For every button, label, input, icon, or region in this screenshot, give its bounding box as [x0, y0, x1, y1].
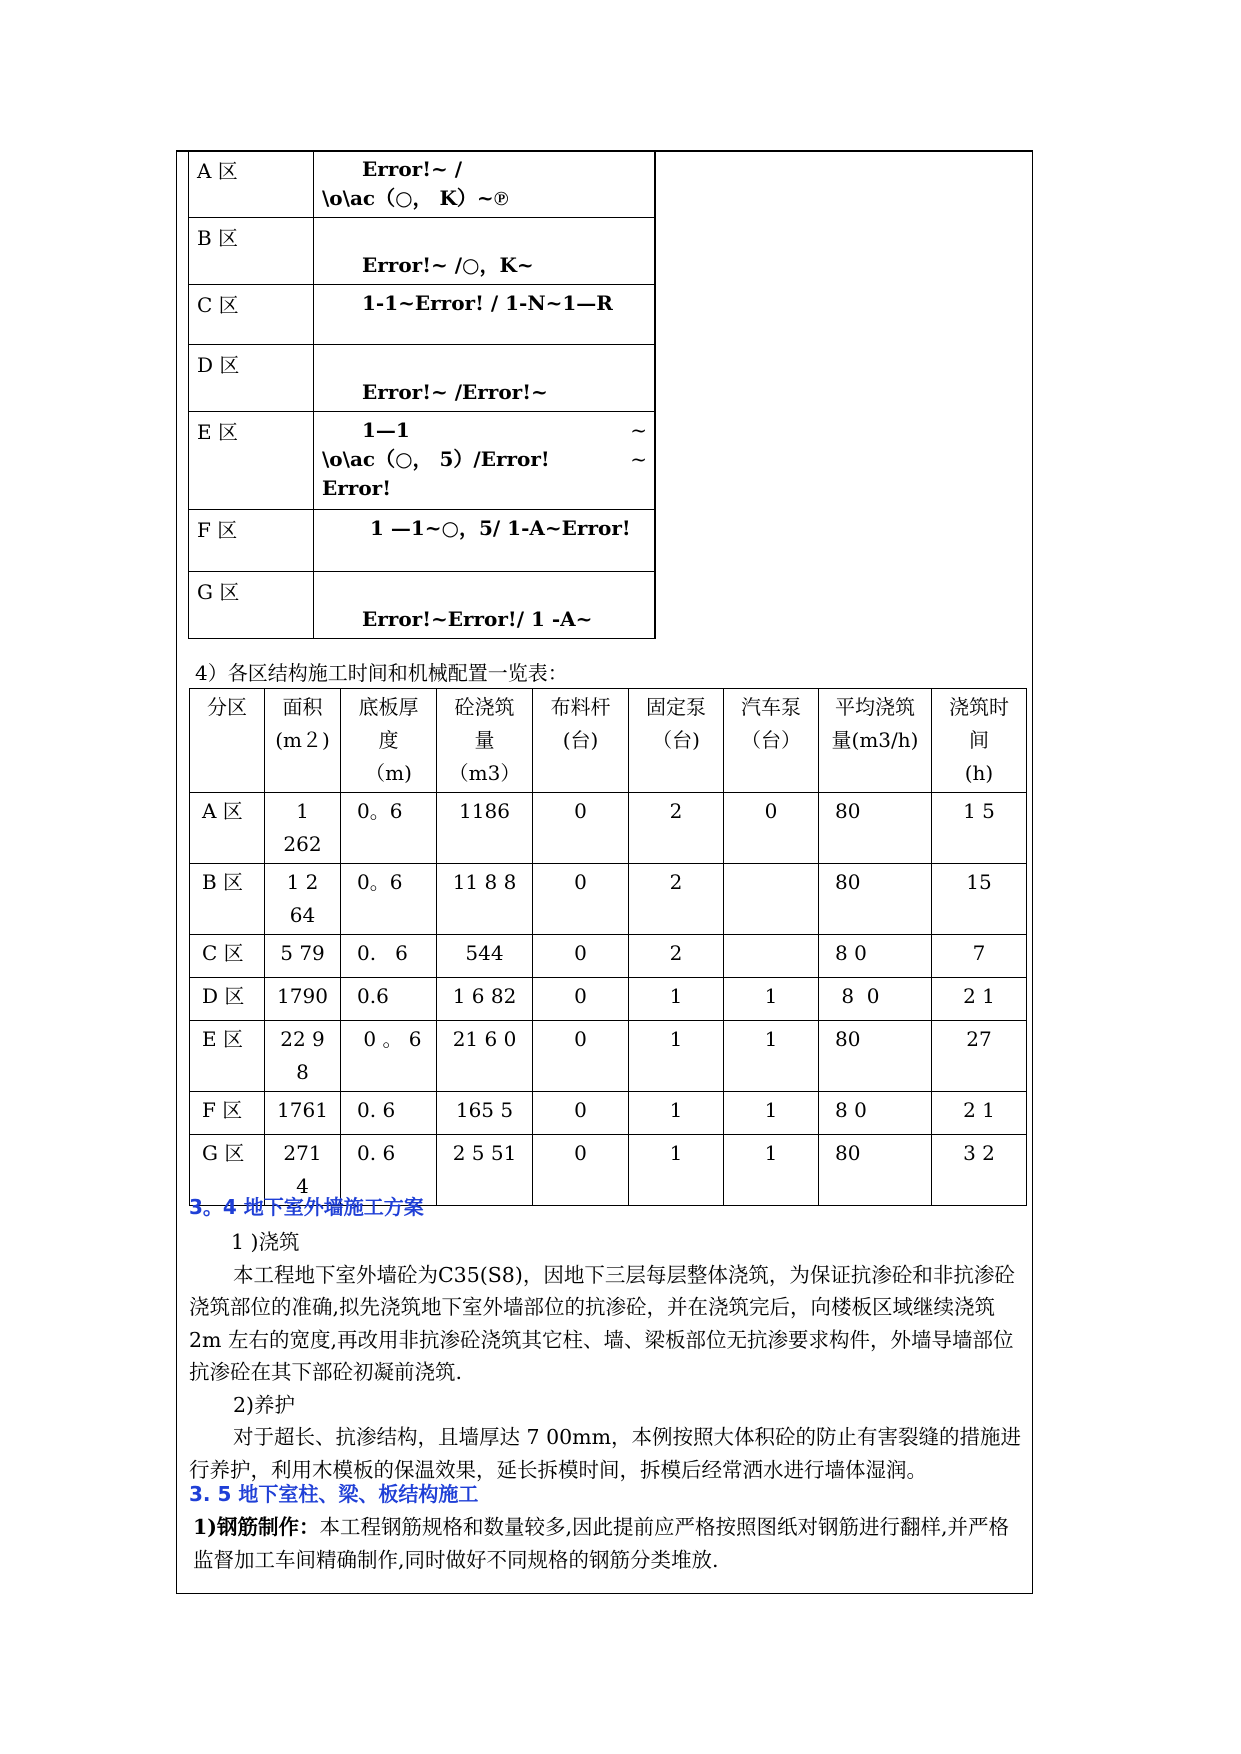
- zone-expression-line: Error!~ /○，K~: [362, 253, 534, 277]
- table-cell: 22 9 8: [265, 1021, 341, 1092]
- table-cell: 271 4: [265, 1135, 341, 1206]
- table-cell: 1 2 64: [265, 864, 341, 935]
- section-3-5-body: [189, 1511, 1024, 1576]
- table-cell: 0. 6: [341, 1135, 437, 1206]
- paragraph-rebar: 本工程钢筋规格和数量较多,因此提前应严格按照图纸对钢筋进行翻样,并严格监督加工车间精确制作,同时做好不同规格的钢筋分类堆放.: [193, 1515, 1009, 1572]
- table-cell: F 区: [190, 1092, 265, 1135]
- table-cell: 21 6 0: [437, 1021, 533, 1092]
- column-header: 固定泵 （台): [629, 689, 724, 793]
- table-cell: 1: [629, 1092, 724, 1135]
- table-caption: 4）各区结构施工时间和机械配置一览表：: [195, 661, 568, 685]
- table-cell: 1 5: [932, 793, 1027, 864]
- table-cell: 0: [533, 864, 629, 935]
- zone-row: [189, 412, 656, 510]
- header-row: [190, 689, 1027, 793]
- table-cell: 2: [629, 793, 724, 864]
- sub-heading-curing: 2)养护: [233, 1392, 296, 1417]
- section-3-4-body: [189, 1226, 1024, 1486]
- column-header: 布料杆 (台): [533, 689, 629, 793]
- table-cell: 8 0: [819, 978, 932, 1021]
- table-cell: [724, 935, 819, 978]
- table-cell: 1790: [265, 978, 341, 1021]
- column-header: 面积 (m２): [265, 689, 341, 793]
- table-cell: 80: [819, 864, 932, 935]
- zone-expression: [314, 151, 656, 218]
- zones-table: [188, 150, 656, 639]
- table-cell: 1: [629, 1021, 724, 1092]
- table-cell: [724, 864, 819, 935]
- zone-expression-line: \o\ac（○， K）~℗: [322, 186, 509, 210]
- zone-expression-line: 1-1~Error! / 1-N~1—R: [362, 291, 613, 315]
- table-cell: 3 2: [932, 1135, 1027, 1206]
- section-3-4-title: 3。4 地下室外墙施工方案: [189, 1195, 424, 1219]
- table-cell: 2 1: [932, 978, 1027, 1021]
- table-cell: 1 6 82: [437, 978, 533, 1021]
- zone-name: A 区: [189, 151, 314, 218]
- table-cell: 0: [724, 793, 819, 864]
- table-cell: 0: [533, 935, 629, 978]
- zone-expression-tilde: ~: [630, 418, 647, 442]
- paragraph-curing: 对于超长、抗渗结构，且墙厚达 7 00mm，本例按照大体积砼的防止有害裂缝的措施进行养护，利用木模板的保温效果，延长拆模时间，拆模后经常洒水进行墙体湿润。: [189, 1425, 1022, 1482]
- table-cell: G 区: [190, 1135, 265, 1206]
- zone-row: [189, 285, 656, 345]
- table-cell: 2 1: [932, 1092, 1027, 1135]
- zone-name: D 区: [189, 345, 314, 412]
- column-header: 分区: [190, 689, 265, 793]
- zone-row: [189, 572, 656, 639]
- table-cell: 1: [724, 978, 819, 1021]
- zone-expression-line: Error!~ /Error!~: [362, 380, 548, 404]
- table-cell: 2: [629, 864, 724, 935]
- table-cell: 0: [533, 1135, 629, 1206]
- table-cell: 544: [437, 935, 533, 978]
- zone-expression-line: 1 —1~○，5/ 1-A~Error!: [370, 516, 631, 540]
- table-cell: 0。6: [341, 864, 437, 935]
- zone-expression: [314, 218, 656, 285]
- table-cell: 1: [724, 1135, 819, 1206]
- zone-name: C 区: [189, 285, 314, 345]
- rebar-lead: 1)钢筋制作：: [193, 1515, 320, 1539]
- zone-expression-line: 1—1: [362, 418, 410, 442]
- table-cell: 0.6: [341, 978, 437, 1021]
- table-cell: 80: [819, 1135, 932, 1206]
- table-cell: 2 5 51: [437, 1135, 533, 1206]
- zone-expression: [314, 572, 656, 639]
- table-row: [190, 978, 1027, 1021]
- paragraph-pouring: 本工程地下室外墙砼为C35(S8)，因地下三层每层整体浇筑，为保证抗渗砼和非抗渗砼浇筑部位的准确,拟先浇筑地下室外墙部位的抗渗砼，并在浇筑完后，向楼板区域继续浇筑 2m 左右的宽度,再改用非抗渗砼浇筑其它柱、墙、梁板部位无抗渗要求构件，外墙导墙部位抗渗砼在其下部砼初凝前浇筑.: [189, 1262, 1015, 1384]
- table-cell: 1: [724, 1021, 819, 1092]
- zone-name: F 区: [189, 510, 314, 572]
- table-row: [190, 864, 1027, 935]
- column-header: 浇筑时 间 (h): [932, 689, 1027, 793]
- column-header: 平均浇筑 量(m3/h): [819, 689, 932, 793]
- table-cell: D 区: [190, 978, 265, 1021]
- zone-expression-line: Error!~ /: [362, 157, 462, 181]
- zone-expression-tilde: ~: [630, 447, 647, 471]
- table-cell: 80: [819, 793, 932, 864]
- table-cell: E 区: [190, 1021, 265, 1092]
- zone-name: E 区: [189, 412, 314, 510]
- zone-expression: [314, 412, 656, 510]
- table-cell: 1186: [437, 793, 533, 864]
- table-cell: 2: [629, 935, 724, 978]
- column-header: 底板厚 度 （m): [341, 689, 437, 793]
- zone-name: B 区: [189, 218, 314, 285]
- zone-expression: [314, 285, 656, 345]
- table-cell: 1: [629, 978, 724, 1021]
- table-cell: 0: [533, 1021, 629, 1092]
- table-cell: 0. 6: [341, 935, 437, 978]
- table-cell: 15: [932, 864, 1027, 935]
- zone-name: G 区: [189, 572, 314, 639]
- table-cell: B 区: [190, 864, 265, 935]
- table-cell: C 区: [190, 935, 265, 978]
- table-row: [190, 935, 1027, 978]
- sub-heading-pouring: 1 )浇筑: [231, 1230, 300, 1254]
- zone-row: [189, 345, 656, 412]
- table-cell: 0: [533, 1092, 629, 1135]
- table-cell: A 区: [190, 793, 265, 864]
- table-row: [190, 1021, 1027, 1092]
- zone-expression-line: Error!: [322, 476, 391, 500]
- table-cell: 1: [724, 1092, 819, 1135]
- schedule-table: [189, 688, 1027, 1206]
- table-cell: 11 8 8: [437, 864, 533, 935]
- table-row: [190, 1092, 1027, 1135]
- section-3-5-title: 3. 5 地下室柱、梁、板结构施工: [189, 1482, 479, 1506]
- table-cell: 7: [932, 935, 1027, 978]
- table-cell: 1: [629, 1135, 724, 1206]
- table-cell: 0。6: [341, 793, 437, 864]
- column-header: 砼浇筑 量 （m3）: [437, 689, 533, 793]
- table-cell: 1761: [265, 1092, 341, 1135]
- table-cell: 80: [819, 1021, 932, 1092]
- zone-row: [189, 510, 656, 572]
- table-cell: 165 5: [437, 1092, 533, 1135]
- table-cell: 27: [932, 1021, 1027, 1092]
- table-cell: 0 。 6: [341, 1021, 437, 1092]
- zone-row: [189, 151, 656, 218]
- zone-expression: [314, 510, 656, 572]
- column-header: 汽车泵 （台）: [724, 689, 819, 793]
- zone-expression-line: Error!~Error!/ 1 -A~: [362, 607, 593, 631]
- table-cell: 0. 6: [341, 1092, 437, 1135]
- zone-expression-line: \o\ac（○， 5）/Error!: [322, 447, 550, 471]
- zone-expression: [314, 345, 656, 412]
- table-row: [190, 793, 1027, 864]
- zone-row: [189, 218, 656, 285]
- table-cell: 0: [533, 793, 629, 864]
- table-cell: 8 0: [819, 1092, 932, 1135]
- table-cell: 8 0: [819, 935, 932, 978]
- table-cell: 0: [533, 978, 629, 1021]
- table-cell: 1 262: [265, 793, 341, 864]
- table-cell: 5 79: [265, 935, 341, 978]
